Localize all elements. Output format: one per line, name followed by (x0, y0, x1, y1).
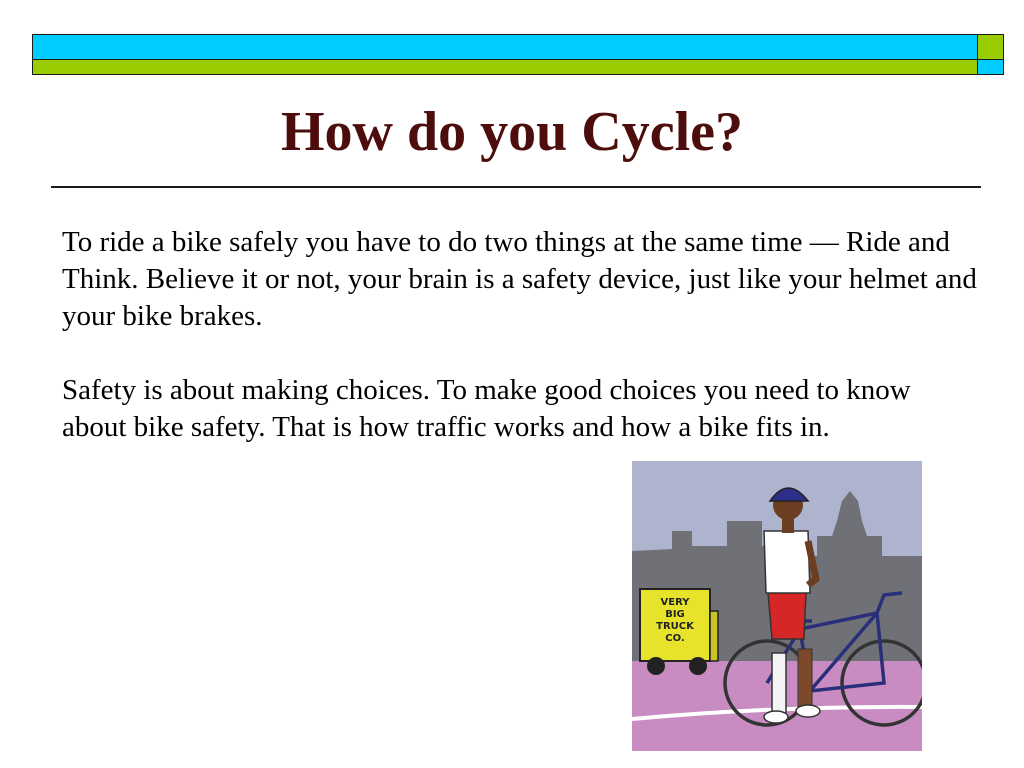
slide-title: How do you Cycle? (281, 101, 743, 163)
paragraph-1: To ride a bike safely you have to do two things at the same time — Ride and Think. Believe it or not, your brain is a safety device, just like your helmet and your bike brakes. (62, 226, 977, 332)
cyclist-illustration (632, 461, 922, 751)
truck-text-2: BIG (665, 609, 685, 620)
title-divider (51, 186, 981, 188)
header-square-blue (977, 59, 1004, 75)
truck-text-4: CO. (665, 633, 685, 644)
slide-body (62, 224, 982, 446)
paragraph-2: Safety is about making choices. To make good choices you need to know about bike safety. That is how traffic works and how a bike fits in. (62, 374, 911, 443)
header-band-green (32, 59, 978, 75)
truck-text-1: VERY (660, 597, 690, 608)
truck-text-3: TRUCK (656, 621, 694, 632)
header-square-green (977, 34, 1004, 60)
header-band-blue (32, 34, 978, 60)
